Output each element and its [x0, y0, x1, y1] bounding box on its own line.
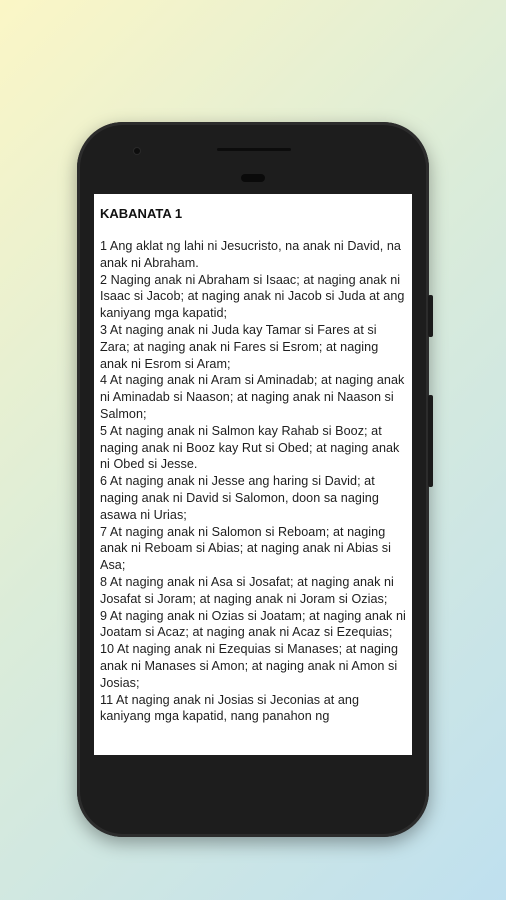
chapter-title: KABANATA 1	[100, 206, 183, 221]
volume-button	[428, 395, 433, 487]
verse: 5 At naging anak ni Salmon kay Rahab si Booz; at naging anak ni Booz kay Rut si Obed; at naging anak ni Obed si Jesse.	[100, 423, 400, 472]
phone-bottom-bezel	[94, 755, 412, 809]
phone-screen[interactable]	[94, 194, 412, 755]
power-button	[428, 295, 433, 337]
reader-content[interactable]	[94, 194, 412, 725]
verse: 3 At naging anak ni Juda kay Tamar si Fares at si Zara; at naging anak ni Fares si Esrom; at naging anak ni Esrom si Aram;	[100, 322, 379, 371]
verse: 8 At naging anak ni Asa si Josafat; at naging anak ni Josafat si Joram; at naging anak ni Joram si Ozias;	[100, 574, 394, 606]
earpiece-speaker	[217, 148, 291, 151]
verse: 6 At naging anak ni Jesse ang haring si David; at naging anak ni David si Salomon, doon sa naging asawa ni Urias;	[100, 474, 379, 522]
verse: 2 Naging anak ni Abraham si Isaac; at naging anak ni Isaac si Jacob; at naging anak ni Jacob si Juda at ang kaniyang mga kapatid;	[100, 272, 405, 321]
proximity-sensor	[241, 174, 265, 182]
verse: 9 At naging anak ni Ozias si Joatam; at naging anak ni Joatam si Acaz; at naging anak ni Acaz si Ezequias;	[100, 608, 406, 640]
verse: 7 At naging anak ni Salomon si Reboam; at naging anak ni Reboam si Abias; at naging anak ni Abias si Asa;	[100, 524, 391, 573]
verse-list	[100, 238, 406, 725]
verse: 4 At naging anak ni Aram si Aminadab; at naging anak ni Aminadab si Naason; at naging anak ni Naason si Salmon;	[100, 373, 405, 421]
verse: 10 At naging anak ni Ezequias si Manases; at naging anak ni Manases si Amon; at naging anak ni Amon si Josias;	[100, 642, 399, 690]
front-camera-icon	[134, 148, 140, 154]
verse: 1 Ang aklat ng lahi ni Jesucristo, na anak ni David, na anak ni Abraham.	[100, 239, 401, 270]
verse: 11 At naging anak ni Josias si Jeconias at ang kaniyang mga kapatid, nang panahon ng	[100, 692, 360, 724]
